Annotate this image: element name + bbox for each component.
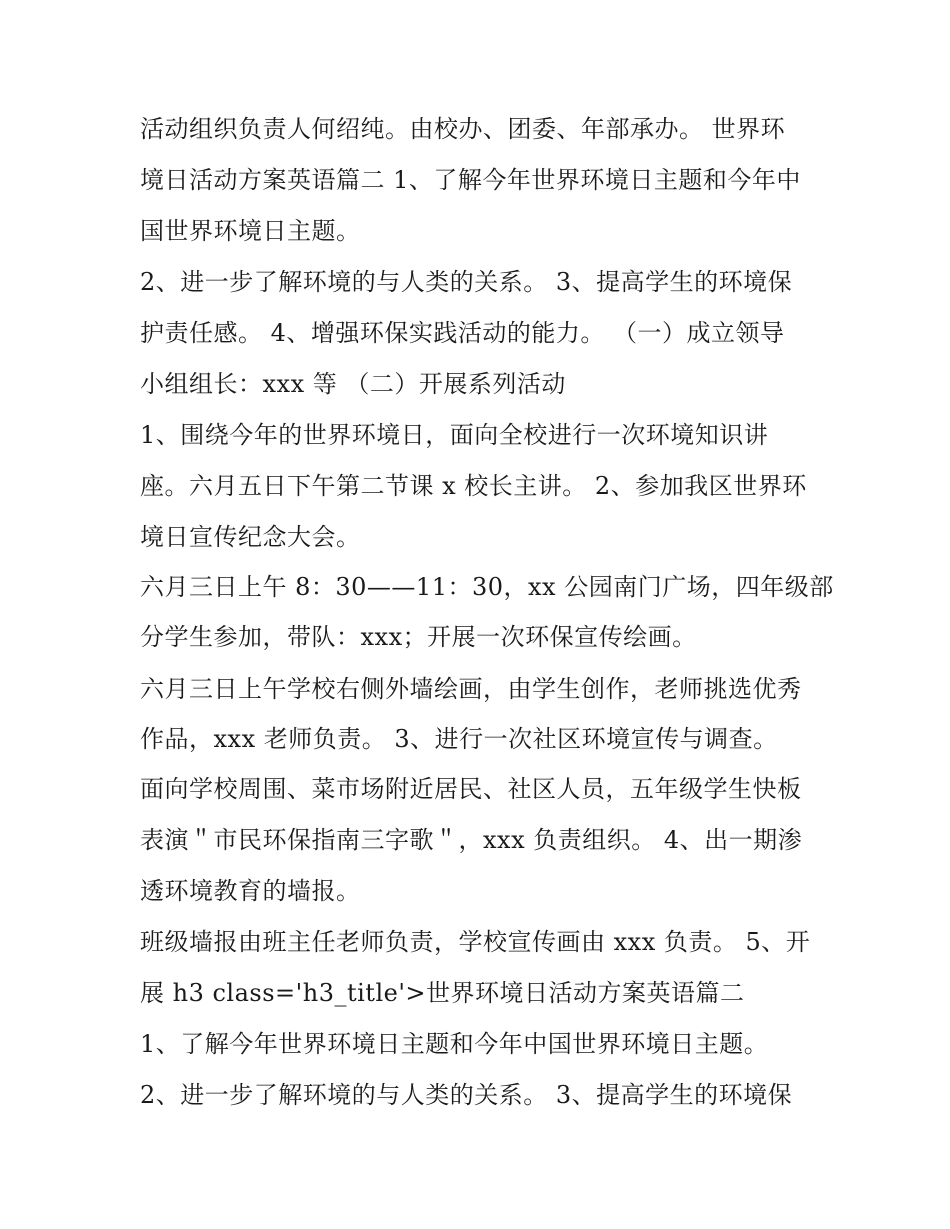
text-line: 六月三日上午 8：30——11：30，xx 公园南门广场，四年级部	[140, 573, 834, 601]
text-line: 2、进一步了解环境的与人类的关系。 3、提高学生的环境保	[140, 1081, 793, 1109]
text-line: 境日活动方案英语篇二 1、了解今年世界环境日主题和今年中	[140, 166, 801, 194]
text-line: 表演＂市民环保指南三字歌＂，xxx 负责组织。 4、出一期渗	[140, 826, 803, 854]
text-line: 国世界环境日主题。	[140, 217, 361, 245]
text-line: 透环境教育的墙报。	[140, 877, 361, 905]
text-line: 作品，xxx 老师负责。 3、进行一次社区环境宣传与调查。	[140, 725, 778, 753]
text-line: 2、进一步了解环境的与人类的关系。 3、提高学生的环境保	[140, 268, 793, 296]
text-line: 面向学校周围、菜市场附近居民、社区人员，五年级学生快板	[140, 775, 802, 803]
text-line: 班级墙报由班主任老师负责，学校宣传画由 xxx 负责。 5、开	[140, 928, 811, 956]
text-line: 分学生参加，带队：xxx；开展一次环保宣传绘画。	[140, 623, 697, 651]
text-line: 六月三日上午学校右侧外墙绘画，由学生创作，老师挑选优秀	[140, 675, 802, 703]
text-line: 1、围绕今年的世界环境日，面向全校进行一次环境知识讲	[140, 421, 769, 449]
text-line: 护责任感。 4、增强环保实践活动的能力。 （一）成立领导	[140, 319, 785, 347]
text-line: 境日宣传纪念大会。	[140, 523, 361, 551]
text-line: 小组组长：xxx 等 （二）开展系列活动	[140, 370, 566, 398]
text-line: 展 h3 class='h3_title'>世界环境日活动方案英语篇二	[140, 979, 745, 1007]
text-line: 座。六月五日下午第二节课 x 校长主讲。 2、参加我区世界环	[140, 472, 807, 500]
text-line: 1、了解今年世界环境日主题和今年中国世界环境日主题。	[140, 1030, 769, 1058]
text-line: 活动组织负责人何绍纯。由校办、团委、年部承办。 世界环	[140, 115, 786, 143]
